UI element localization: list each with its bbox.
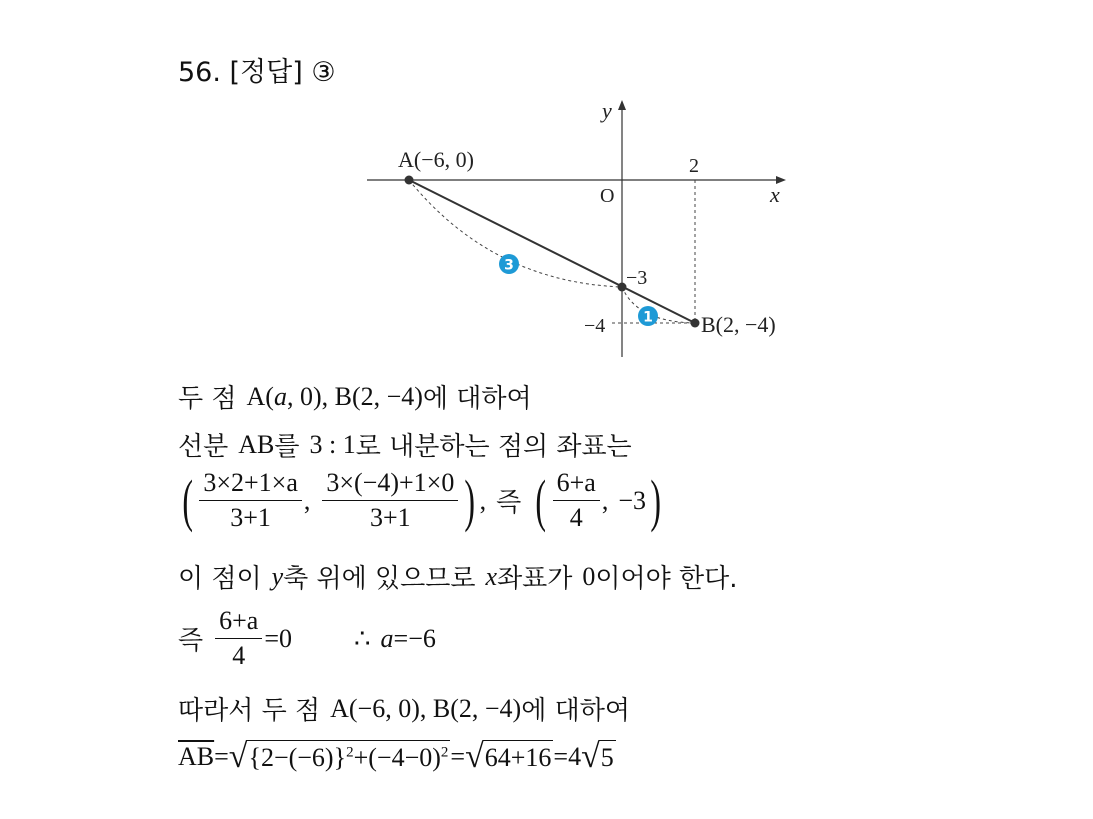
sqrt-1	[229, 740, 451, 774]
line-7	[178, 740, 616, 774]
tick-minus-3: −3	[626, 267, 648, 289]
line5-eq: =0	[264, 623, 292, 653]
fraction-4	[215, 606, 262, 671]
line-1	[178, 378, 532, 415]
problem-title: 56. [정답] ③	[178, 57, 336, 88]
sq-1: 2	[346, 744, 354, 761]
fraction-3-den: 4	[569, 503, 583, 532]
line-4	[178, 558, 738, 595]
line4-a: 이 점이	[178, 564, 262, 594]
line4-b: y	[271, 561, 284, 591]
line1-e: 에 대하여	[422, 384, 532, 414]
sqrt-3	[581, 740, 616, 774]
sqrt-1-content	[246, 740, 450, 773]
line5-res: =−6	[393, 623, 436, 653]
line4-c: 축 위에 있으므로	[283, 564, 476, 594]
line-5	[178, 606, 436, 671]
line3-mid: 즉	[496, 488, 522, 518]
fraction-3	[553, 468, 600, 533]
line1-c: a	[273, 381, 287, 411]
line2-e: 로 내분하는 점의 좌표는	[355, 432, 632, 462]
line2-c: 를	[274, 432, 300, 462]
label-y: y	[602, 98, 612, 123]
line7-rad1: {2−(−6)}	[248, 743, 347, 772]
line4-e: 좌표가	[497, 564, 573, 594]
fraction-1-den: 3+1	[230, 503, 271, 532]
line6-c: 에 대하여	[521, 696, 630, 726]
sqrt-2	[465, 740, 553, 774]
line6-a: 따라서 두 점	[178, 696, 321, 726]
circle-1-text: 1	[643, 309, 653, 326]
radical-sign-1: √	[228, 738, 248, 775]
line4-f: 0	[582, 561, 596, 591]
segment-ab-overline: $\overline{AB}$	[178, 742, 215, 771]
line7-eq2: =	[450, 742, 466, 771]
point-A	[405, 176, 414, 185]
label-O: O	[600, 185, 615, 207]
line4-g: 이어야 한다.	[595, 564, 738, 594]
line5-var: a	[380, 623, 394, 653]
radical-sign-2: √	[465, 738, 484, 775]
line2-b: AB	[238, 429, 275, 459]
fraction-2	[322, 468, 458, 533]
line3-y: −3	[618, 485, 646, 515]
fraction-1	[199, 468, 302, 533]
line-3	[178, 468, 665, 533]
paren-close-2: )	[650, 467, 661, 533]
line5-a: 즉	[178, 626, 204, 656]
line7-eq1: =	[214, 742, 229, 771]
therefore-symbol: ∴	[354, 623, 371, 653]
line6-b: A(−6, 0), B(2, −4)	[330, 693, 522, 723]
paren-open-1: (	[182, 467, 193, 533]
radical-sign-3: √	[581, 738, 600, 775]
line7-rad3: 5	[599, 740, 616, 773]
fraction-2-num: 3×(−4)+1×0	[322, 468, 458, 501]
line-2	[178, 426, 632, 463]
paren-open-2: (	[535, 467, 547, 533]
fraction-3-num: 6+a	[553, 468, 600, 501]
sq-2: 2	[440, 744, 449, 761]
tick-2: 2	[689, 155, 699, 177]
line-6	[178, 690, 630, 727]
y-axis-arrow	[618, 100, 626, 110]
fraction-4-num: 6+a	[215, 606, 262, 639]
paren-close-1: )	[464, 467, 476, 533]
line7-plus: +(−4−0)	[353, 743, 441, 772]
comma-1: ,	[303, 485, 311, 515]
comma-3: ,	[601, 485, 609, 515]
line4-d: x	[485, 561, 498, 591]
point-B	[691, 319, 700, 328]
circle-3-text: 3	[504, 257, 514, 274]
fraction-1-num: 3×2+1×a	[199, 468, 302, 501]
coordinate-figure	[362, 92, 822, 367]
segment-AB	[409, 180, 695, 323]
line2-d: 3 : 1	[309, 429, 356, 459]
fraction-4-den: 4	[232, 641, 246, 670]
label-x: x	[770, 182, 780, 207]
line7-rad2: 64+16	[483, 740, 554, 773]
line1-a: 두 점	[178, 384, 237, 414]
tick-minus-4: −4	[584, 315, 606, 337]
line7-eq3: =4	[553, 742, 582, 771]
line1-b: A(	[246, 381, 274, 411]
line2-a: 선분	[178, 432, 229, 462]
line1-d: , 0), B(2, −4)	[286, 381, 423, 411]
comma-2: ,	[479, 485, 487, 515]
label-A: A(−6, 0)	[398, 147, 474, 172]
label-B: B(2, −4)	[701, 312, 776, 337]
fraction-2-den: 3+1	[370, 503, 411, 532]
